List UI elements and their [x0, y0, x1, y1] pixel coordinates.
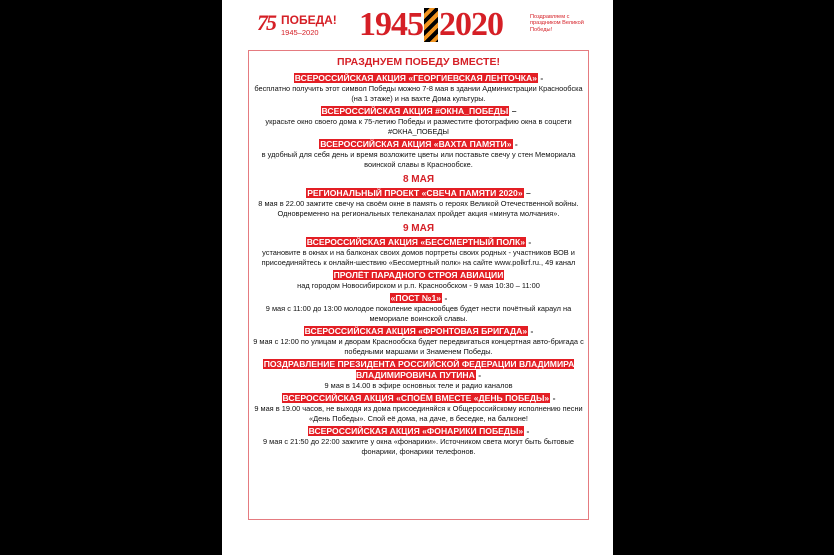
date-heading-may9: 9 МАЯ: [402, 223, 435, 234]
st-george-ribbon-icon: [424, 8, 438, 42]
event-item: [249, 426, 588, 457]
event-dash: –: [509, 106, 517, 116]
greeting-text: Поздравляем с праздником Великой Победы!: [530, 14, 584, 33]
poster-header: [222, 0, 613, 48]
logo-text: ПОБЕДА!: [281, 13, 337, 27]
event-description: 8 мая в 22.00 зажгите свечу на своём окне в память о героях Великой Отечественной войны. Одновременно на региональных телеканалах пройдет акция «минута молчания».: [258, 199, 579, 218]
events-frame: [248, 50, 589, 520]
event-title: ВСЕРОССИЙСКАЯ АКЦИЯ «ФОНАРИКИ ПОБЕДЫ»: [308, 426, 524, 436]
event-title: ВСЕРОССИЙСКАЯ АКЦИЯ «ВАХТА ПАМЯТИ»: [320, 139, 512, 149]
event-title: ВСЕРОССИЙСКАЯ АКЦИЯ «ФРОНТОВАЯ БРИГАДА»: [304, 326, 528, 336]
event-description: установите в окнах и на балконах своих домов портреты своих родных - участников ВОВ и присоединяйтесь к онлайн-шествию «Бессмертный полк» на сайте www.polkrf.ru., 49 канал: [261, 248, 576, 267]
event-dash: -: [528, 326, 534, 336]
event-dash: -: [537, 73, 544, 83]
event-description: над городом Новосибирском и р.п. Краснообском - 9 мая 10:30 – 11:00: [297, 281, 540, 290]
event-dash: -: [442, 293, 448, 303]
event-dash: –: [523, 188, 531, 198]
event-item: [249, 237, 588, 268]
event-dash: -: [525, 237, 532, 247]
year-2020: 2020: [439, 6, 503, 43]
event-item: [249, 106, 588, 137]
event-dash: -: [550, 393, 556, 403]
event-item: [249, 293, 588, 324]
logo-years: 1945–2020: [281, 28, 319, 37]
event-item: [249, 326, 588, 357]
event-title: «ПОСТ №1»: [390, 293, 442, 303]
event-description: 9 мая в 19.00 часов, не выходя из дома присоединяйся к Общероссийскому исполнению песни «День Победы». Спой её дома, на даче, в беседке, на балконе!: [254, 404, 583, 423]
event-description: 9 мая с 21:50 до 22:00 зажгите у окна «фонарики». Источником света могут быть бытовые фонарики, фонарики телефонов.: [262, 437, 575, 456]
event-title: ВСЕРОССИЙСКАЯ АКЦИЯ #ОКНА_ПОБЕДЫ: [321, 106, 509, 116]
event-dash: -: [512, 139, 518, 149]
event-item: [249, 359, 588, 391]
date-heading-may8: 8 МАЯ: [402, 174, 435, 185]
event-item: [249, 270, 588, 291]
logo-75-mark: 75: [257, 10, 275, 35]
event-description: в удобный для себя день и время возложите цветы или поставьте свечу у стен Мемориала воинской славы в Краснообске.: [261, 150, 576, 169]
event-title: ВСЕРОССИЙСКАЯ АКЦИЯ «СПОЁМ ВМЕСТЕ «ДЕНЬ ПОБЕДЫ»: [282, 393, 550, 403]
event-item: [249, 188, 588, 219]
events-list: [249, 56, 588, 459]
event-title: ПОЗДРАВЛЕНИЕ ПРЕЗИДЕНТА РОССИЙСКОЙ ФЕДЕРАЦИИ ВЛАДИМИРА ВЛАДИМИРОВИЧА ПУТИНА: [263, 359, 575, 380]
year-1945: 1945: [359, 6, 423, 43]
poster-page: [222, 0, 613, 555]
event-dash: -: [524, 426, 530, 436]
event-description: украсьте окно своего дома к 75-летию Победы и разместите фотографию окна в соцсети #ОКНА_ПОБЕДЫ: [265, 117, 572, 136]
poster-title: ПРАЗДНУЕМ ПОБЕДУ ВМЕСТЕ!: [337, 56, 500, 68]
event-title: ВСЕРОССИЙСКАЯ АКЦИЯ «ГЕОРГИЕВСКАЯ ЛЕНТОЧКА»: [294, 73, 537, 83]
event-title: РЕГИОНАЛЬНЫЙ ПРОЕКТ «СВЕЧА ПАМЯТИ 2020»: [307, 188, 523, 198]
event-title: ПРОЛЁТ ПАРАДНОГО СТРОЯ АВИАЦИИ: [333, 270, 504, 280]
event-dash: -: [475, 370, 482, 380]
event-item: [249, 73, 588, 104]
event-item: [249, 393, 588, 424]
event-description: бесплатно получить этот символ Победы можно 7-8 мая в здании Администрации Краснообска (на 1 этаже) и на вахте Дома культуры.: [254, 84, 583, 103]
event-item: [249, 139, 588, 170]
event-description: 9 мая с 12:00 по улицам и дворам Краснообска будет передвигаться концертная авто-бригада с победными маршами и Знаменем Победы.: [253, 337, 584, 356]
years-banner: [359, 8, 503, 42]
event-description: 9 мая в 14.00 в эфире основных теле и радио каналов: [324, 381, 513, 390]
event-title: ВСЕРОССИЙСКАЯ АКЦИЯ «БЕССМЕРТНЫЙ ПОЛК»: [306, 237, 525, 247]
event-description: 9 мая с 11:00 до 13:00 молодое поколение краснообцев будет нести почётный караул на мемориале воинской славы.: [265, 304, 572, 323]
